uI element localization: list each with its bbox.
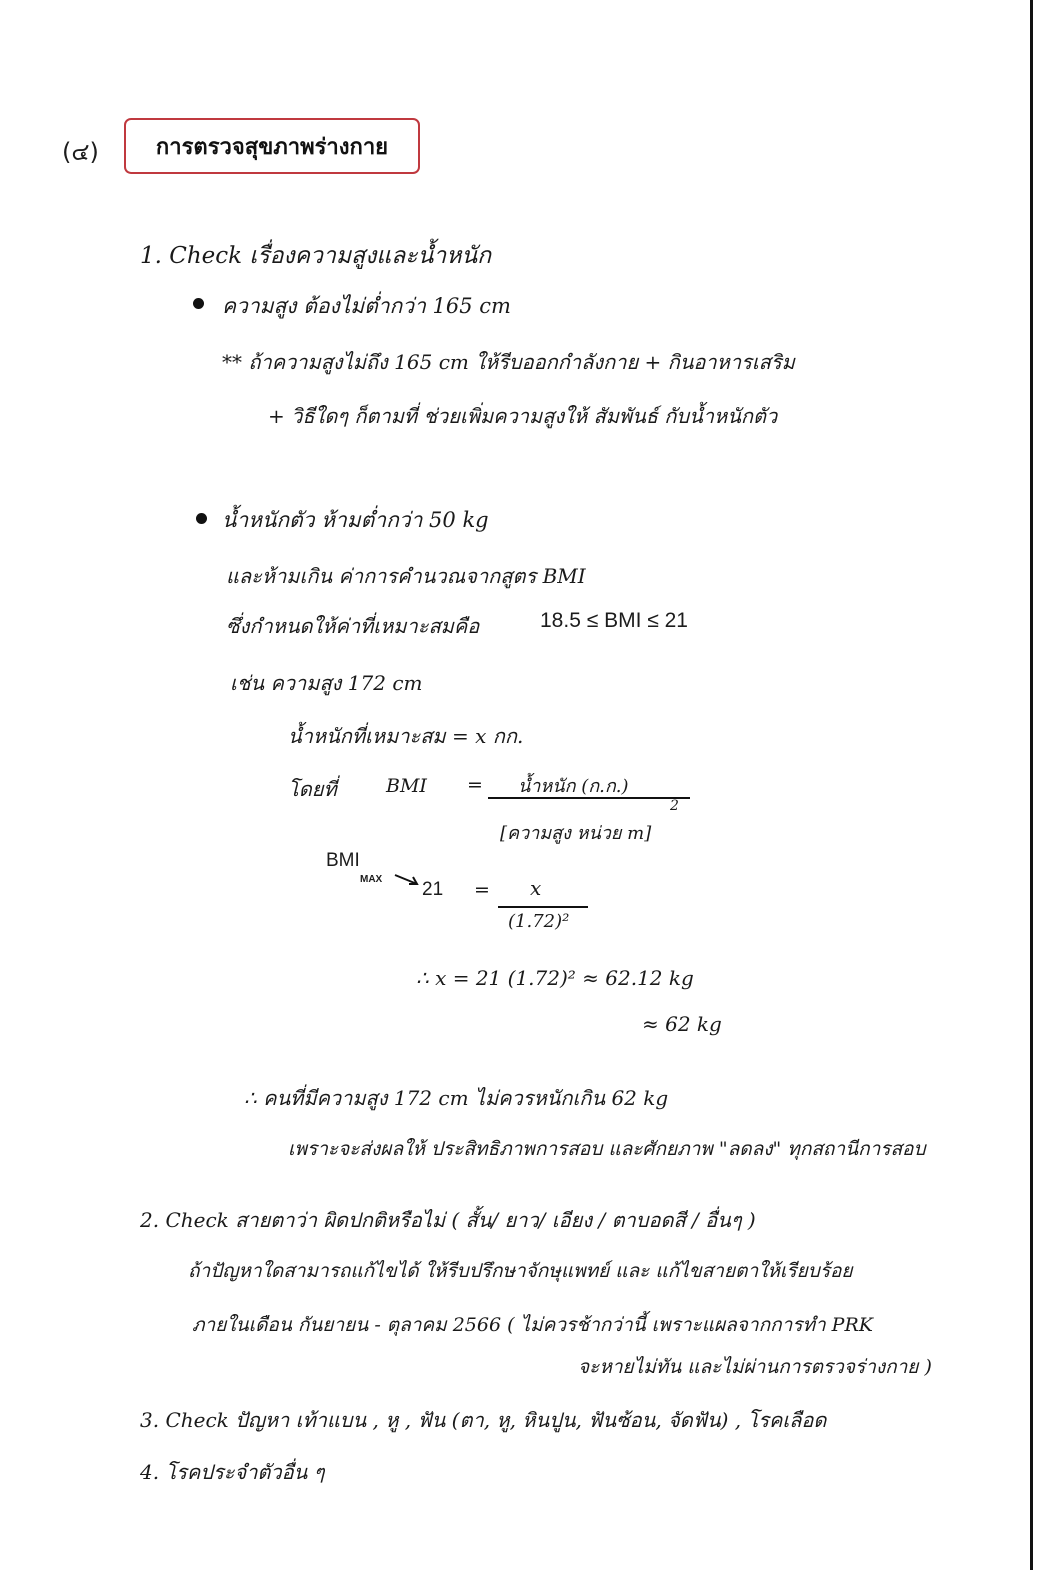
item2-line-2: ถ้าปัญหาใดสามารถแก้ไขได้ ให้รีบปรึกษาจักษุแพทย์ และ แก้ไขสายตาให้เรียบร้อย xyxy=(188,1260,853,1282)
height-requirement: ความสูง ต้องไม่ต่ำกว่า 165 cm xyxy=(222,294,511,318)
height-note-1: ** ถ้าความสูงไม่ถึง 165 cm ให้รีบออกกำลังกาย + กินอาหารเสริม xyxy=(222,350,795,374)
exponent-2: 2 xyxy=(670,798,679,814)
equals-sign: = xyxy=(474,879,490,901)
bmi-max-subscript: MAX xyxy=(360,874,383,885)
section-title: การตรวจสุขภาพร่างกาย xyxy=(155,134,389,160)
fraction-line xyxy=(498,906,588,908)
calc-rounded: ≈ 62 kg xyxy=(642,1012,722,1036)
formula-denominator: [ความสูง หน่วย m] xyxy=(500,823,652,844)
section-number: (๔) xyxy=(62,138,99,166)
example-height: เช่น ความสูง 172 cm xyxy=(230,671,423,695)
bmi-max-value: 21 xyxy=(422,879,444,900)
weight-requirement: น้ำหนักตัว ห้ามต่ำกว่า 50 kg xyxy=(222,508,489,532)
fraction-line xyxy=(488,797,690,799)
height-squared: (1.72)² xyxy=(508,911,570,932)
conclusion-line-2: เพราะจะส่งผลให้ ประสิทธิภาพการสอบ และศักยภาพ "ลดลง" ทุกสถานีการสอบ xyxy=(288,1138,926,1160)
page-edge-line xyxy=(1030,0,1033,1570)
arrow-icon xyxy=(393,872,421,888)
where-label: โดยที่ xyxy=(288,777,337,801)
item2-line-1: 2. Check สายตาว่า ผิดปกติหรือไม่ ( สั้น/ ยาว/ เอียง / ตาบอดสี / อื่นๆ ) xyxy=(140,1208,756,1232)
bullet-dot xyxy=(193,298,204,309)
bmi-max-label: BMI xyxy=(326,850,360,871)
bullet-dot xyxy=(196,513,207,524)
calc-result: ∴ x = 21 (1.72)² ≈ 62.12 kg xyxy=(416,966,694,990)
variable-x: x xyxy=(530,876,542,900)
section-title-box xyxy=(124,118,420,174)
ideal-weight: น้ำหนักที่เหมาะสม = x กก. xyxy=(288,724,524,748)
bmi-rule: และห้ามเกิน ค่าการคำนวณจากสูตร BMI xyxy=(226,564,586,588)
item1-heading: 1. Check เรื่องความสูงและน้ำหนัก xyxy=(140,243,492,269)
formula-numerator: น้ำหนัก (ก.ก.) xyxy=(518,776,629,797)
bmi-symbol: BMI xyxy=(386,775,427,797)
bmi-range-value: 18.5 ≤ BMI ≤ 21 xyxy=(540,609,688,632)
height-note-2: + วิธีใดๆ ก็ตามที่ ช่วยเพิ่มความสูงให้ สัมพันธ์ กับน้ำหนักตัว xyxy=(268,404,778,428)
conclusion-line-1: ∴ คนที่มีความสูง 172 cm ไม่ควรหนักเกิน 62 kg xyxy=(244,1086,669,1110)
equals-sign: = xyxy=(467,774,483,796)
item3-line: 3. Check ปัญหา เท้าแบน , หู , ฟัน (ตา, หู, หินปูน, ฟันซ้อน, จัดฟัน) , โรคเลือด xyxy=(140,1408,827,1432)
item2-line-3: ภายในเดือน กันยายน - ตุลาคม 2566 ( ไม่ควรช้ากว่านี้ เพราะแผลจากการทำ PRK xyxy=(192,1314,873,1336)
bmi-range-label: ซึ่งกำหนดให้ค่าที่เหมาะสมคือ xyxy=(226,614,480,638)
item4-line: 4. โรคประจำตัวอื่น ๆ xyxy=(140,1460,325,1484)
item2-line-4: จะหายไม่ทัน และไม่ผ่านการตรวจร่างกาย ) xyxy=(578,1356,932,1378)
